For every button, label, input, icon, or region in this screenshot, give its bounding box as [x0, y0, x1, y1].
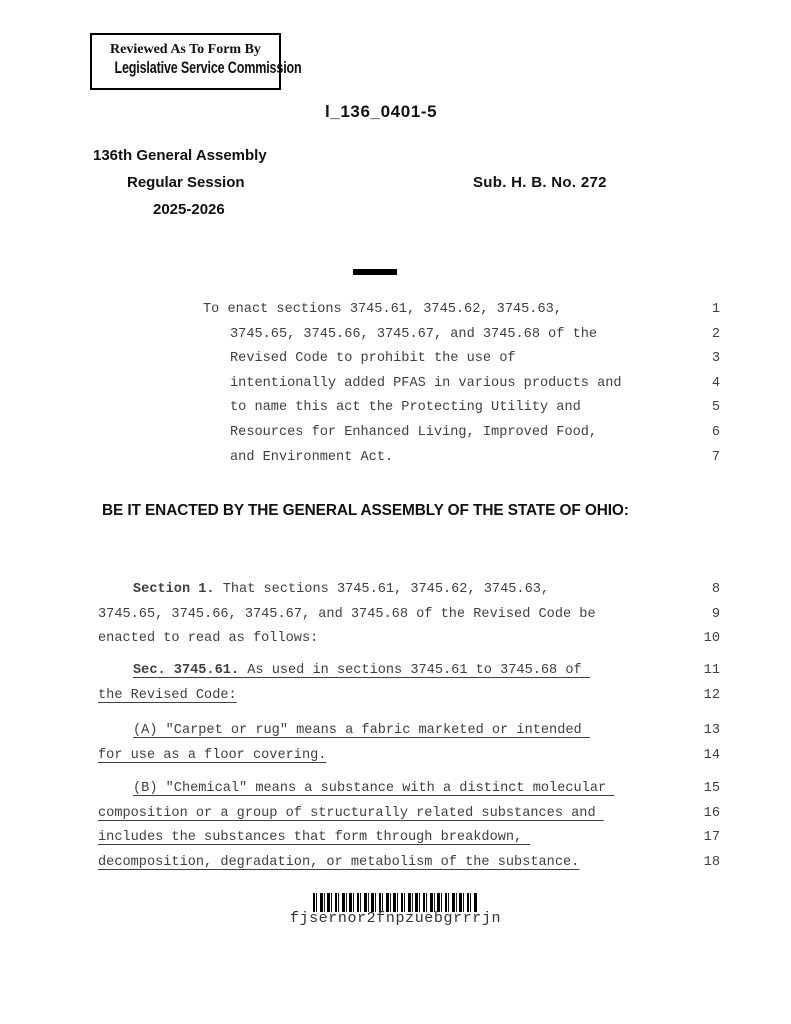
- session-years: 2025-2026: [153, 201, 225, 218]
- text-line: [98, 578, 720, 603]
- line-text: (A) "Carpet or rug" means a fabric marketed or intended: [133, 723, 590, 738]
- bill-number: Sub. H. B. No. 272: [473, 174, 607, 191]
- line-number: 1: [711, 302, 720, 317]
- text-line: [98, 446, 720, 471]
- line-number: 10: [703, 631, 720, 647]
- text-line: [98, 372, 720, 397]
- lsc-review-stamp: [90, 33, 302, 90]
- text-line: [98, 719, 720, 744]
- paragraph-division-b: [98, 777, 720, 875]
- text-line: [98, 802, 720, 827]
- text-line: [98, 298, 720, 323]
- stamp-line-1: Reviewed As To Form By: [110, 42, 261, 57]
- text-line: [98, 396, 720, 421]
- document-number: l_136_0401-5: [325, 102, 438, 121]
- line-text: enacted to read as follows:: [98, 631, 319, 647]
- barcode-code-text: fjsernor2fnpzuebgrrrjn: [289, 910, 502, 927]
- line-text: composition or a group of structurally related substances and: [98, 805, 604, 821]
- line-text: Section 1. That sections 3745.61, 3745.62, 3745.63,: [133, 582, 550, 597]
- line-number: 9: [711, 606, 720, 622]
- text-line: [98, 603, 720, 628]
- line-text: includes the substances that form through breakdown,: [98, 830, 531, 846]
- text-line: [98, 421, 720, 446]
- line-text: decomposition, degradation, or metabolism of the substance.: [98, 854, 580, 870]
- bill-title-block: [98, 298, 720, 470]
- line-text: the Revised Code:: [98, 687, 237, 703]
- line-number: 3: [711, 351, 720, 367]
- paragraph-division-a: [98, 719, 720, 768]
- line-number: 17: [703, 830, 720, 846]
- line-text: to name this act the Protecting Utility and: [230, 400, 581, 416]
- line-number: 11: [703, 663, 720, 678]
- line-number: 8: [711, 582, 720, 597]
- general-assembly-label: 136th General Assembly: [93, 147, 267, 164]
- line-number: 14: [703, 747, 720, 763]
- line-number: 4: [711, 375, 720, 391]
- text-line: [98, 744, 720, 769]
- line-number: 7: [711, 449, 720, 465]
- text-line: [98, 777, 720, 802]
- line-number: 5: [711, 400, 720, 416]
- line-number: 12: [703, 687, 720, 703]
- session-label: Regular Session: [127, 174, 245, 191]
- line-text: Sec. 3745.61. As used in sections 3745.61 to 3745.68 of: [133, 663, 590, 678]
- text-line: [98, 851, 720, 876]
- line-number: 15: [703, 781, 720, 796]
- paragraph-sec-3745-61: [98, 659, 720, 708]
- line-text: Revised Code to prohibit the use of: [230, 351, 516, 367]
- line-text: Resources for Enhanced Living, Improved Food,: [230, 424, 598, 440]
- stamp-line-2: Legislative Service Commission: [114, 59, 302, 77]
- text-line: [98, 659, 720, 684]
- line-number: 6: [711, 424, 720, 440]
- line-number: 13: [703, 723, 720, 738]
- title-divider-bar: [353, 269, 397, 275]
- text-line: [98, 627, 720, 652]
- text-line: [98, 323, 720, 348]
- line-text: (B) "Chemical" means a substance with a distinct molecular: [133, 781, 615, 796]
- text-line: [98, 826, 720, 851]
- line-text: 3745.65, 3745.66, 3745.67, and 3745.68 of the Revised Code be: [98, 606, 596, 622]
- text-line: [98, 684, 720, 709]
- text-line: [98, 347, 720, 372]
- enacting-clause: BE IT ENACTED BY THE GENERAL ASSEMBLY OF THE STATE OF OHIO:: [102, 502, 629, 519]
- line-number: 18: [703, 854, 720, 870]
- line-number: 16: [703, 805, 720, 821]
- line-text: and Environment Act.: [230, 449, 394, 465]
- line-text: 3745.65, 3745.66, 3745.67, and 3745.68 of the: [230, 326, 598, 342]
- paragraph-section-1: [98, 578, 720, 652]
- line-number: 2: [711, 326, 720, 342]
- line-text: intentionally added PFAS in various products and: [230, 375, 622, 391]
- line-text: for use as a floor covering.: [98, 747, 327, 763]
- line-text: To enact sections 3745.61, 3745.62, 3745.63,: [203, 302, 562, 317]
